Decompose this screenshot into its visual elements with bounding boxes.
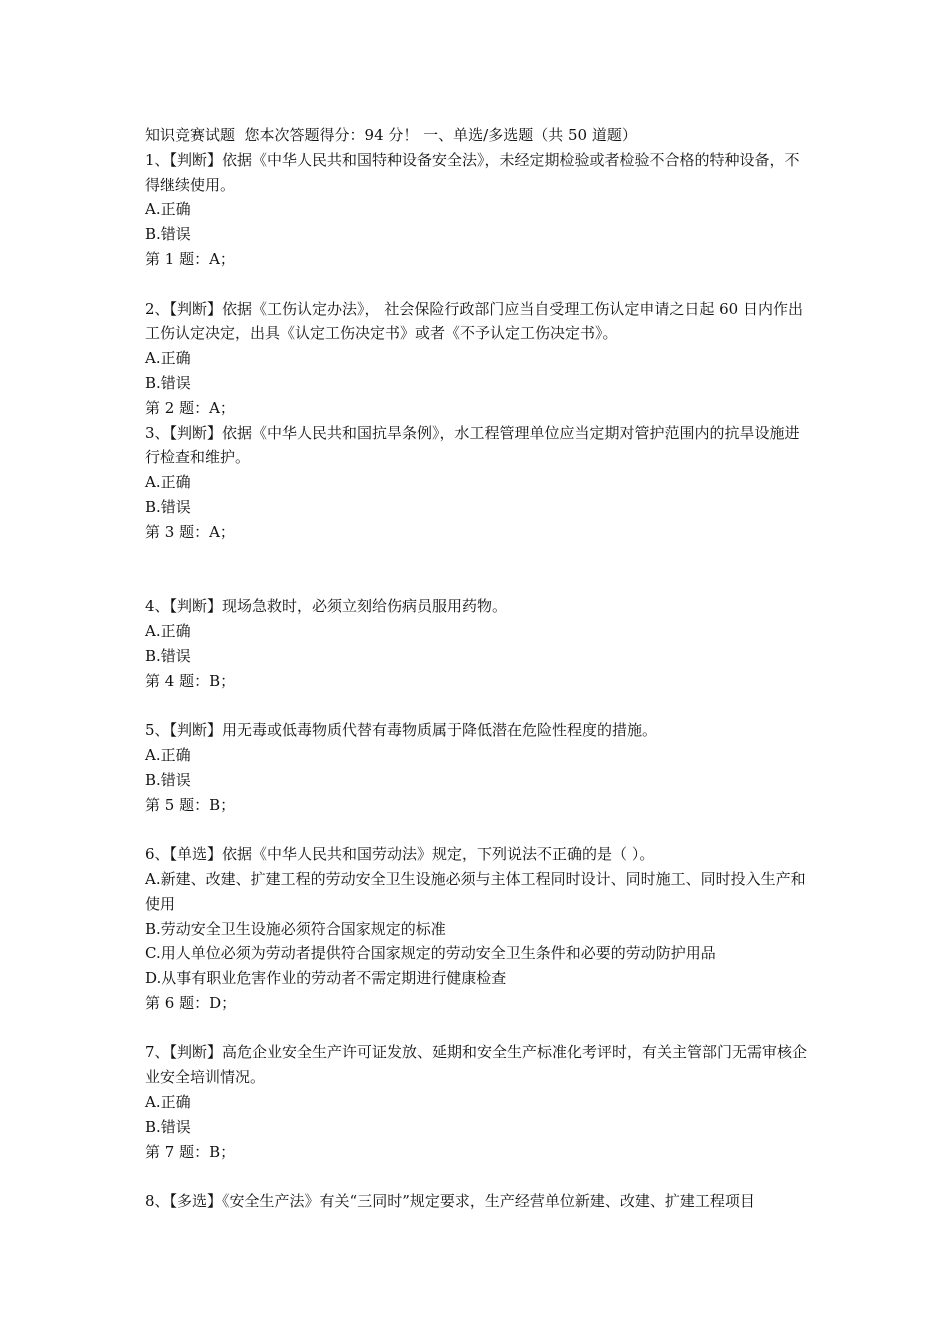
option-b: B.错误: [145, 770, 191, 789]
answer-line: 第 1 题：A；: [145, 249, 235, 268]
option-b: B.错误: [145, 1117, 191, 1136]
question-stem: 5、【判断】用无毒或低毒物质代替有毒物质属于降低潜在危险性程度的措施。: [145, 721, 658, 740]
question-7: [145, 1040, 810, 1164]
option-a: A.正确: [145, 473, 191, 492]
question-6: [145, 842, 810, 1016]
option-b: B.劳动安全卫生设施必须符合国家规定的标准: [145, 919, 446, 938]
option-a: A.正确: [145, 745, 191, 764]
question-stem: 7、【判断】高危企业安全生产许可证发放、延期和安全生产标准化考评时，有关主管部门无需审核企业安全培训情况。: [145, 1043, 808, 1087]
option-a: A.正确: [145, 349, 191, 368]
spacer: [145, 817, 810, 842]
option-b: B.错误: [145, 497, 191, 516]
answer-line: 第 3 题：A；: [145, 522, 235, 541]
question-stem: 6、【单选】依据《中华人民共和国劳动法》规定，下列说法不正确的是（ ）。: [145, 845, 655, 864]
question-stem: 4、【判断】现场急救时，必须立刻给伤病员服用药物。: [145, 597, 508, 616]
question-4: [145, 594, 810, 693]
document-header: 知识竞赛试题 您本次答题得分：94 分！ 一、单选/多选题（共 50 道题）: [145, 126, 637, 144]
spacer: [145, 272, 810, 297]
option-d: D.从事有职业危害作业的劳动者不需定期进行健康检查: [145, 969, 507, 988]
question-2: [145, 297, 810, 421]
option-a: A.新建、改建、扩建工程的劳动安全卫生设施必须与主体工程同时设计、同时施工、同时投入生产和使用: [145, 869, 806, 913]
option-a: A.正确: [145, 200, 191, 219]
answer-line: 第 2 题：A；: [145, 398, 235, 417]
spacer: [145, 545, 810, 595]
question-1: [145, 148, 810, 272]
option-a: A.正确: [145, 1093, 191, 1112]
spacer: [145, 1164, 810, 1189]
question-3: [145, 421, 810, 545]
spacer: [145, 693, 810, 718]
answer-line: 第 7 题：B；: [145, 1142, 236, 1161]
answer-line: 第 4 题：B；: [145, 671, 236, 690]
answer-line: 第 6 题：D；: [145, 993, 237, 1012]
question-stem: 8、【多选】《安全生产法》有关“三同时”规定要求，生产经营单位新建、改建、扩建工程项目: [145, 1192, 755, 1211]
question-8: [145, 1189, 810, 1214]
option-b: B.错误: [145, 225, 191, 244]
question-5: [145, 718, 810, 817]
option-a: A.正确: [145, 621, 191, 640]
question-stem: 1、【判断】依据《中华人民共和国特种设备安全法》，未经定期检验或者检验不合格的特种设备，不得继续使用。: [145, 150, 800, 194]
question-stem: 2、【判断】依据《工伤认定办法》， 社会保险行政部门应当自受理工伤认定申请之日起 60 日内作出工伤认定决定，出具《认定工伤决定书》或者《不予认定工伤决定书》。: [145, 299, 803, 343]
answer-line: 第 5 题：B；: [145, 795, 236, 814]
option-c: C.用人单位必须为劳动者提供符合国家规定的劳动安全卫生条件和必要的劳动防护用品: [145, 944, 716, 963]
option-b: B.错误: [145, 373, 191, 392]
document-page: [145, 123, 810, 1214]
spacer: [145, 1016, 810, 1041]
question-stem: 3、【判断】依据《中华人民共和国抗旱条例》，水工程管理单位应当定期对管护范围内的抗旱设施进行检查和维护。: [145, 423, 800, 467]
option-b: B.错误: [145, 646, 191, 665]
